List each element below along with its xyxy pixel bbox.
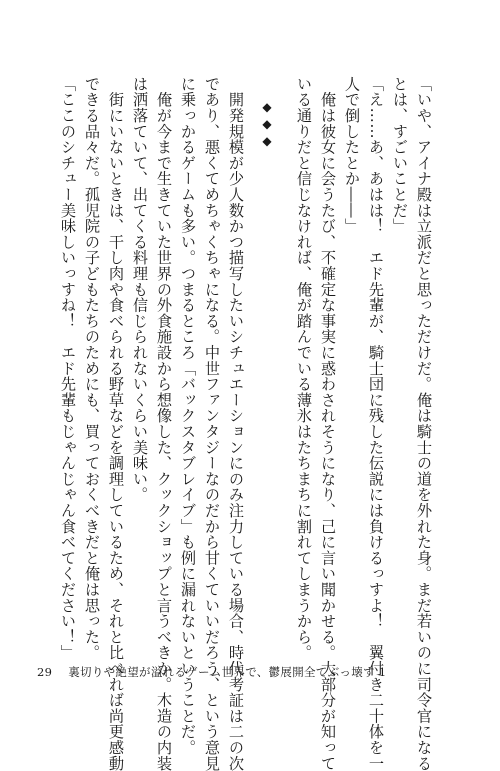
text-line: 俺が今まで生きていた世界の外食施設から想像した、クックショップと言うべきか。木造の内装: [155, 76, 173, 771]
text-line: いる通りだと信じなければ、俺が踏んでいる薄氷はたちまちに割れてしまうから。: [295, 76, 313, 661]
page-number: 29: [37, 665, 53, 679]
text-line: は洒落ていて、出てくる料理も信じられないくらい美味い。: [131, 76, 149, 503]
text-line: 開発規模が少人数かつ描写したいシチュエーションにのみ注力している場合、時代考証は二の次: [227, 76, 245, 771]
text-line: 「え……あ、あはは！ エド先輩が、騎士団に残した伝説には負けるっすよ！ 翼付き二十体を一: [367, 76, 385, 771]
text-line: 俺は彼女に会うたび、不確定な事実に惑わされそうになり、己に言い聞かせる。大部分が知って: [319, 76, 337, 771]
text-line: に乗っかるゲームも多い。つまるところ「バックスタブレイブ」も例に漏れないということだ。: [179, 76, 197, 756]
text-line: とは、すごいことだ」: [391, 76, 409, 234]
text-line: 街にいないときは、干し肉や食べられる野草などを調理しているため、それと比べれば尚更感動: [107, 76, 125, 771]
page-footer: [37, 664, 386, 680]
running-title: 裏切りや絶望が溢れるゲーム世界で、鬱展開全てぶっ壊す 1: [68, 665, 387, 679]
text-line: できる品々だ。孤児院の子どもたちのためにも、買っておくべきだと俺は思った。: [83, 76, 101, 661]
text-line: 「いや、アイナ殿は立派だと思っただけだ。俺は騎士の道を外れた身。まだ若いのに司令官になる: [415, 76, 433, 771]
text-line: 「ここのシチュー美味しいっすね！ エド先輩もじゃんじゃん食べてください！」: [59, 76, 77, 661]
text-line: 人で倒したとか――」: [343, 76, 361, 234]
text-line: であり、悪くてめちゃくちゃになる。中世ファンタジーなのだから甘くていいだろう、という意見: [203, 76, 221, 771]
scene-break-mark: ◆◆◆: [260, 100, 274, 151]
